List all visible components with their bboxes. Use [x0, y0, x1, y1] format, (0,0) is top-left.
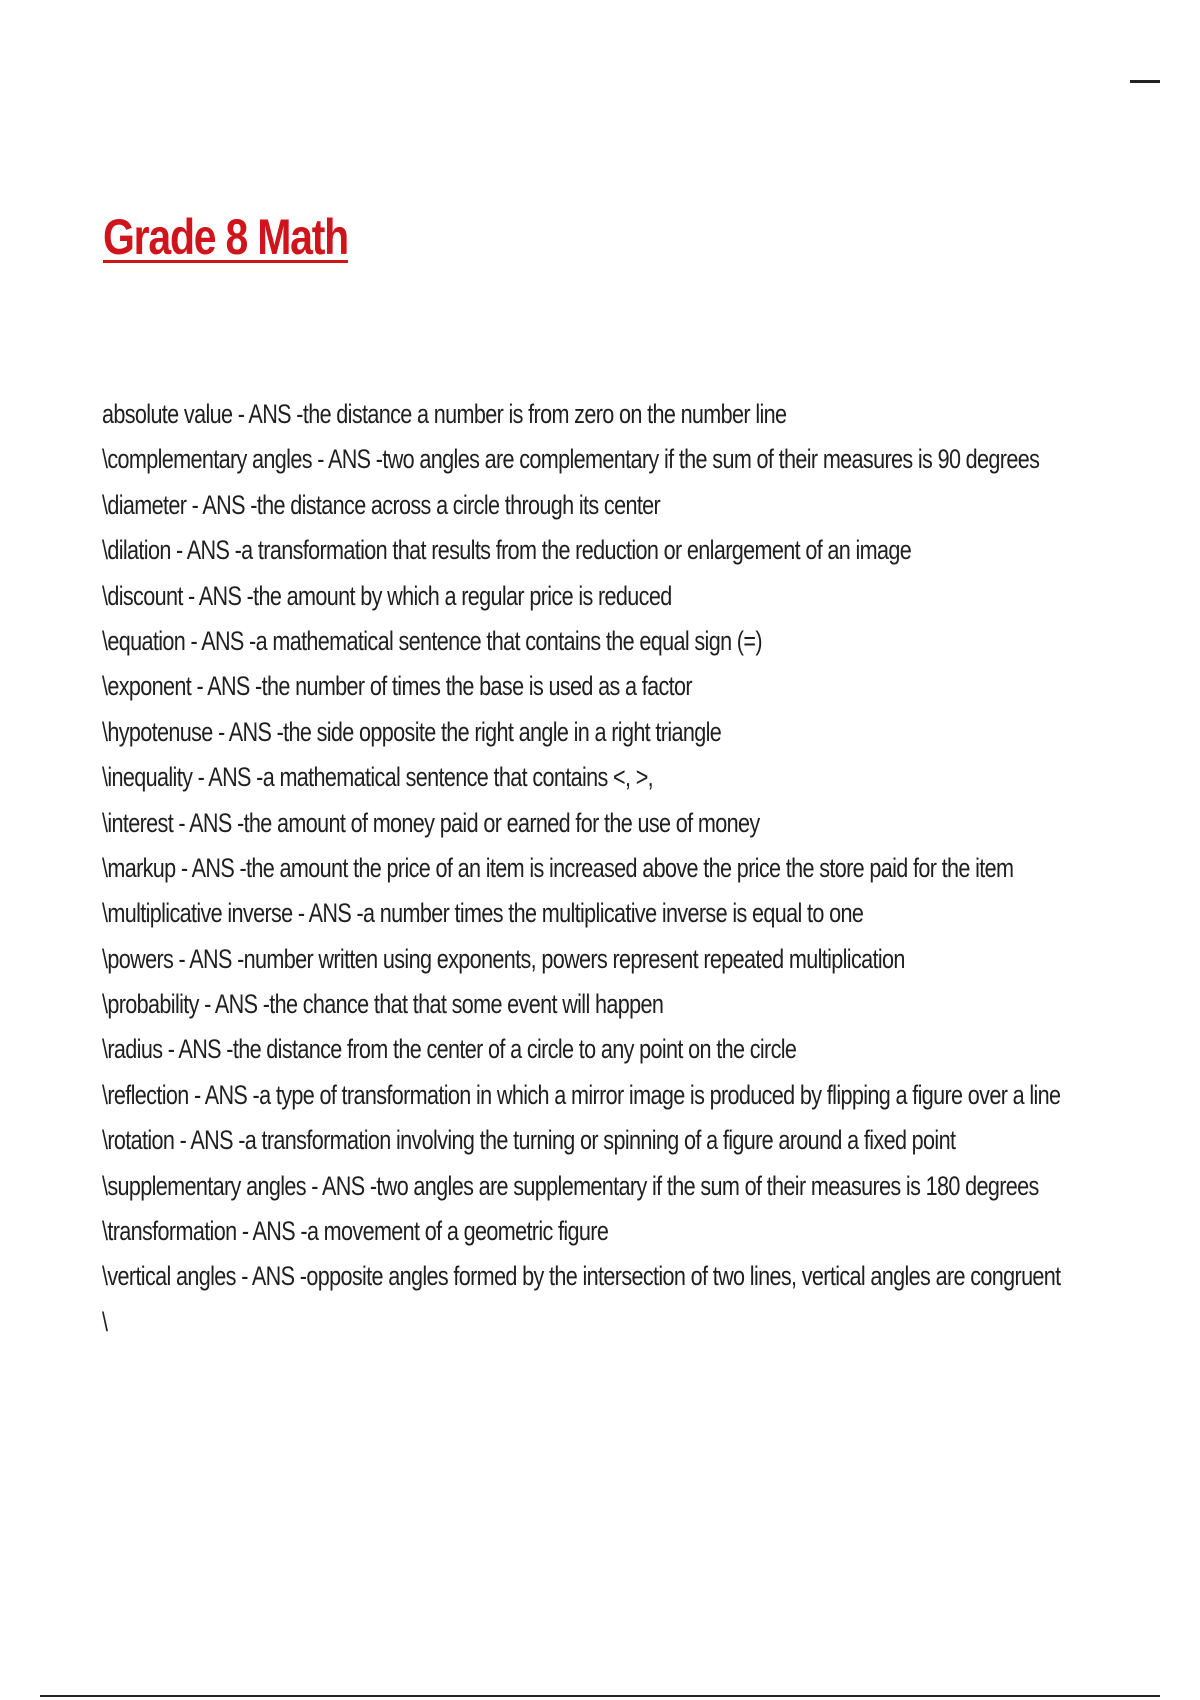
glossary-entry: \radius - ANS -the distance from the center of a circle to any point on the circle — [102, 1034, 797, 1065]
glossary-entry: \ — [102, 1306, 108, 1337]
glossary-entry: \vertical angles - ANS -opposite angles formed by the intersection of two lines, vertical angles are congruent — [102, 1261, 1061, 1292]
glossary-entry: \transformation - ANS -a movement of a geometric figure — [102, 1216, 609, 1247]
glossary-entry: \discount - ANS -the amount by which a regular price is reduced — [102, 580, 672, 611]
glossary-entry: \inequality - ANS -a mathematical sentence that contains <, >, — [102, 762, 654, 793]
glossary-entry: \interest - ANS -the amount of money paid or earned for the use of money — [102, 807, 760, 838]
glossary-entry: \dilation - ANS -a transformation that results from the reduction or enlargement of an image — [102, 535, 912, 566]
page-title: Grade 8 Math — [103, 209, 348, 265]
glossary-entry: \reflection - ANS -a type of transformation in which a mirror image is produced by flipping a figure over a line — [102, 1079, 1061, 1110]
glossary-entry: \supplementary angles - ANS -two angles are supplementary if the sum of their measures is 180 degrees — [102, 1170, 1039, 1201]
glossary-entry: \equation - ANS -a mathematical sentence that contains the equal sign (=) — [102, 625, 762, 656]
glossary-entry: \rotation - ANS -a transformation involving the turning or spinning of a figure around a fixed point — [102, 1125, 956, 1156]
glossary-list — [102, 392, 1142, 1345]
bottom-rule — [40, 1695, 1160, 1697]
glossary-entry: absolute value - ANS -the distance a number is from zero on the number line — [102, 399, 787, 429]
top-dash-mark — [1130, 80, 1160, 83]
glossary-entry: \exponent - ANS -the number of times the base is used as a factor — [102, 671, 692, 702]
glossary-entry: \diameter - ANS -the distance across a circle through its center — [102, 489, 661, 520]
glossary-entry: \multiplicative inverse - ANS -a number times the multiplicative inverse is equal to one — [102, 898, 864, 929]
glossary-entry: \hypotenuse - ANS -the side opposite the right angle in a right triangle — [102, 716, 722, 747]
glossary-entry: \powers - ANS -number written using exponents, powers represent repeated multiplication — [102, 943, 905, 974]
glossary-entry: \complementary angles - ANS -two angles are complementary if the sum of their measures is 90 degrees — [102, 444, 1040, 475]
glossary-entry: \markup - ANS -the amount the price of an item is increased above the price the store paid for the item — [102, 852, 1014, 883]
glossary-entry: \probability - ANS -the chance that that some event will happen — [102, 989, 664, 1020]
